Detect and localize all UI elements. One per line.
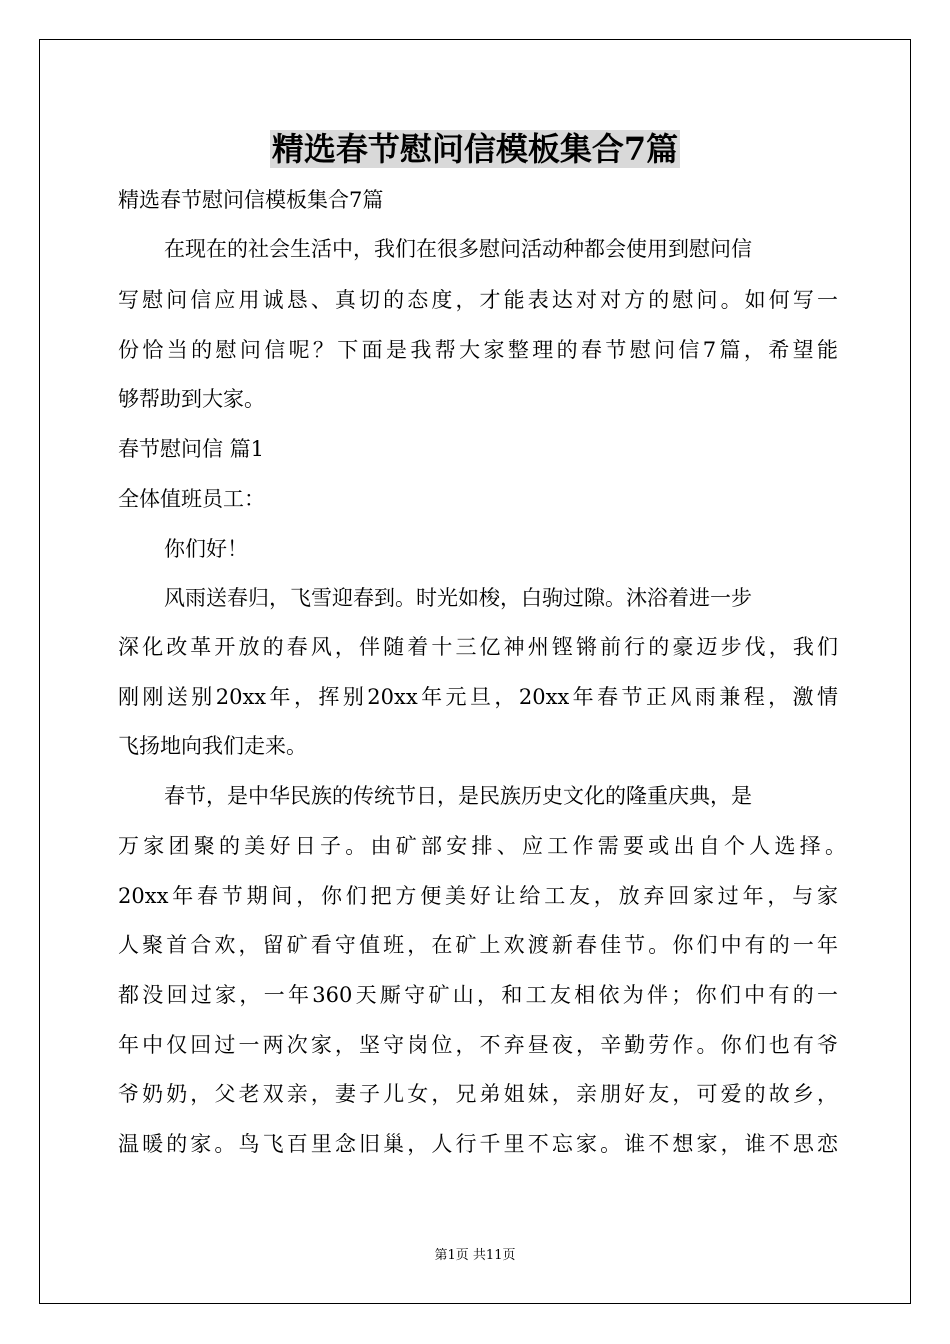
paragraph-line: 深化改革开放的春风，伴随着十三亿神州铿锵前行的豪迈步伐，我们 xyxy=(118,635,838,659)
paragraph-line: 年中仅回过一两次家，坚守岗位，不弃昼夜，辛勤劳作。你们也有爷 xyxy=(118,1033,838,1057)
paragraph-line: 人聚首合欢，留矿看守值班，在矿上欢渡新春佳节。你们中有的一年 xyxy=(118,933,838,957)
paragraph-line: 都没回过家，一年360天厮守矿山，和工友相依为伴；你们中有的一 xyxy=(118,983,838,1007)
document-title-text: 精选春节慰问信模板集合7篇 xyxy=(271,130,679,168)
paragraph-line: 春节，是中华民族的传统节日，是民族历史文化的隆重庆典，是 xyxy=(164,784,752,808)
paragraph-line: 温暖的家。鸟飞百里念旧巢，人行千里不忘家。谁不想家，谁不思恋 xyxy=(118,1132,838,1156)
paragraph-line: 够帮助到大家。 xyxy=(118,387,265,411)
greeting: 你们好！ xyxy=(164,537,248,561)
paragraph-line: 飞扬地向我们走来。 xyxy=(118,734,307,758)
paragraph-line: 20xx年春节期间，你们把方便美好让给工友，放弃回家过年，与家 xyxy=(118,884,838,908)
section-heading: 春节慰问信 篇1 xyxy=(118,437,265,461)
paragraph-line: 爷奶奶，父老双亲，妻子儿女，兄弟姐妹，亲朋好友，可爱的故乡， xyxy=(118,1082,838,1106)
paragraph-line: 份恰当的慰问信呢？下面是我帮大家整理的春节慰问信7篇，希望能 xyxy=(118,338,838,362)
subtitle: 精选春节慰问信模板集合7篇 xyxy=(118,188,384,212)
paragraph-line: 在现在的社会生活中，我们在很多慰问活动种都会使用到慰问信 xyxy=(164,237,752,261)
paragraph-line: 风雨送春归，飞雪迎春到。时光如梭，白驹过隙。沐浴着进一步 xyxy=(164,586,752,610)
salutation: 全体值班员工： xyxy=(118,487,265,511)
page-border xyxy=(39,39,911,1304)
paragraph-line: 刚刚送别20xx年，挥别20xx年元旦，20xx年春节正风雨兼程，激情 xyxy=(118,685,838,709)
document-title xyxy=(0,126,950,172)
paragraph-line: 写慰问信应用诚恳、真切的态度，才能表达对对方的慰问。如何写一 xyxy=(118,288,838,312)
page-footer: 第1页 共11页 xyxy=(434,1248,516,1263)
paragraph-line: 万家团聚的美好日子。由矿部安排、应工作需要或出自个人选择。 xyxy=(118,834,846,858)
